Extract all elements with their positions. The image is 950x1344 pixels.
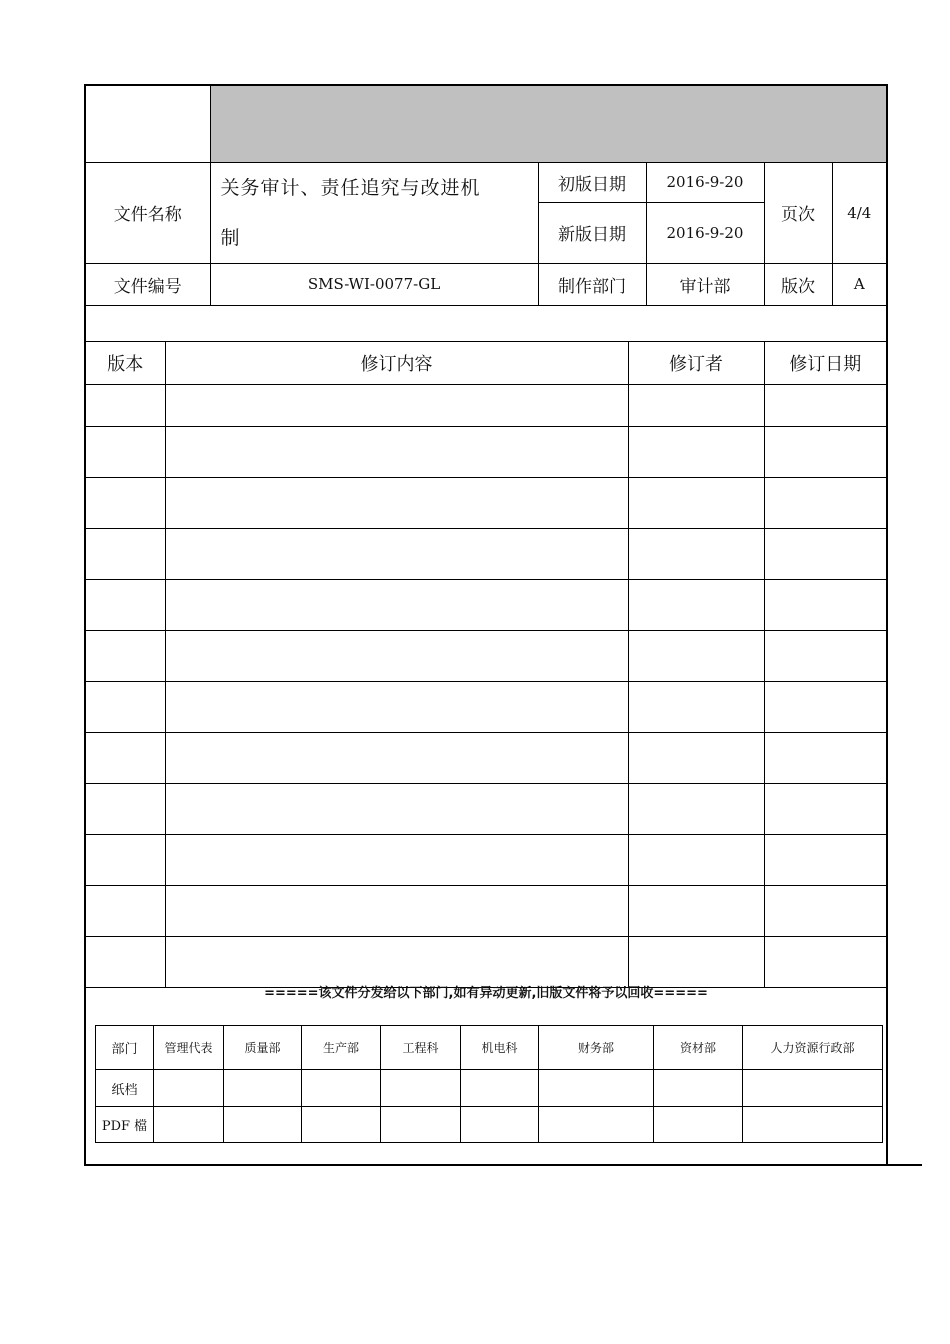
revision-cell: [764, 384, 886, 426]
revision-cell: [165, 579, 628, 630]
file-no-label: 文件编号: [86, 263, 210, 305]
table-row: [86, 477, 886, 528]
file-no-value: SMS-WI-0077-GL: [210, 263, 538, 305]
dist-header-materials: 资材部: [654, 1026, 743, 1070]
version-value: A: [832, 263, 886, 305]
revision-cell: [764, 630, 886, 681]
table-row: [86, 384, 886, 426]
revision-cell: [628, 630, 764, 681]
dist-row-label-paper: 纸档: [96, 1070, 154, 1107]
col-header-content: 修订内容: [165, 342, 628, 384]
dist-cell: [461, 1107, 539, 1143]
dist-cell: [743, 1070, 883, 1107]
dist-header-hr-admin: 人力资源行政部: [743, 1026, 883, 1070]
revision-cell: [628, 579, 764, 630]
dist-header-finance: 财务部: [539, 1026, 654, 1070]
revision-cell: [86, 477, 165, 528]
revision-cell: [86, 426, 165, 477]
revision-cell: [165, 477, 628, 528]
revision-header-row: [86, 342, 886, 384]
dist-cell: [539, 1107, 654, 1143]
distribution-row-paper: [96, 1070, 883, 1107]
distribution-row-pdf: [96, 1107, 883, 1143]
new-date-value: 2016-9-20: [646, 202, 764, 263]
new-date-label: 新版日期: [538, 202, 646, 263]
revision-cell: [86, 885, 165, 936]
file-name-label: 文件名称: [86, 162, 210, 263]
dept-value: 审计部: [646, 263, 764, 305]
dist-header-dept: 部门: [96, 1026, 154, 1070]
dist-cell: [154, 1070, 224, 1107]
table-row: [86, 681, 886, 732]
dist-header-production: 生产部: [302, 1026, 381, 1070]
logo-cell: [86, 86, 210, 162]
distribution-table: [95, 1025, 883, 1143]
revision-cell: [86, 528, 165, 579]
dist-cell: [539, 1070, 654, 1107]
col-header-reviser: 修订者: [628, 342, 764, 384]
file-name-line1: 关务审计、责任追究与改进机: [220, 176, 481, 199]
dist-cell: [461, 1070, 539, 1107]
revision-cell: [628, 426, 764, 477]
revision-cell: [628, 528, 764, 579]
document-frame: [84, 84, 888, 1166]
table-row: [86, 630, 886, 681]
revision-cell: [628, 384, 764, 426]
dist-header-mgmt-rep: 管理代表: [154, 1026, 224, 1070]
file-name-value: [210, 162, 538, 263]
revision-cell: [628, 936, 764, 987]
page-label: 页次: [764, 162, 832, 263]
revision-cell: [628, 834, 764, 885]
dist-header-mech-elec: 机电科: [461, 1026, 539, 1070]
col-header-date: 修订日期: [764, 342, 886, 384]
table-row: [86, 426, 886, 477]
revision-cell: [628, 732, 764, 783]
dist-cell: [381, 1070, 461, 1107]
revision-cell: [764, 834, 886, 885]
file-name-line2: 制: [220, 226, 241, 249]
revision-cell: [165, 783, 628, 834]
table-row: [86, 732, 886, 783]
dist-header-engineering: 工程科: [381, 1026, 461, 1070]
page-value: 4/4: [832, 162, 886, 263]
revision-cell: [628, 681, 764, 732]
corner-line: [888, 1164, 922, 1166]
distribution-header-row: [96, 1026, 883, 1070]
revision-cell: [86, 783, 165, 834]
revision-cell: [86, 936, 165, 987]
title-banner: [210, 86, 886, 162]
dist-cell: [381, 1107, 461, 1143]
dist-cell: [743, 1107, 883, 1143]
revision-cell: [628, 783, 764, 834]
revision-cell: [764, 681, 886, 732]
revision-cell: [165, 528, 628, 579]
revision-cell: [86, 732, 165, 783]
dist-cell: [654, 1070, 743, 1107]
table-row: [86, 783, 886, 834]
dist-cell: [654, 1107, 743, 1143]
table-row: [86, 936, 886, 987]
revision-cell: [764, 936, 886, 987]
first-date-value: 2016-9-20: [646, 162, 764, 202]
revision-cell: [86, 630, 165, 681]
dist-header-quality: 质量部: [224, 1026, 302, 1070]
revision-cell: [165, 936, 628, 987]
revision-cell: [165, 630, 628, 681]
dist-cell: [154, 1107, 224, 1143]
table-row: [86, 834, 886, 885]
distribution-notice: =====该文件分发给以下部门,如有异动更新,旧版文件将予以回收=====: [264, 986, 708, 1001]
revision-cell: [86, 579, 165, 630]
revision-cell: [165, 885, 628, 936]
revision-cell: [165, 681, 628, 732]
dist-row-label-pdf: PDF 檔: [96, 1107, 154, 1143]
dist-cell: [302, 1107, 381, 1143]
revision-cell: [764, 477, 886, 528]
revision-cell: [86, 384, 165, 426]
dept-label: 制作部门: [538, 263, 646, 305]
revision-table: [86, 342, 886, 988]
dist-cell: [224, 1070, 302, 1107]
first-date-label: 初版日期: [538, 162, 646, 202]
col-header-version: 版本: [86, 342, 165, 384]
table-row: [86, 885, 886, 936]
revision-cell: [165, 834, 628, 885]
revision-cell: [764, 885, 886, 936]
revision-cell: [165, 732, 628, 783]
spacer-row: [86, 304, 886, 342]
revision-cell: [764, 732, 886, 783]
dist-cell: [224, 1107, 302, 1143]
revision-cell: [764, 783, 886, 834]
revision-cell: [628, 885, 764, 936]
revision-cell: [86, 681, 165, 732]
version-label: 版次: [764, 263, 832, 305]
revision-cell: [764, 528, 886, 579]
revision-cell: [628, 477, 764, 528]
revision-cell: [764, 579, 886, 630]
table-row: [86, 579, 886, 630]
table-row: [86, 528, 886, 579]
dist-cell: [302, 1070, 381, 1107]
document-header-table: [86, 86, 886, 306]
revision-cell: [86, 834, 165, 885]
revision-cell: [764, 426, 886, 477]
revision-cell: [165, 426, 628, 477]
revision-cell: [165, 384, 628, 426]
